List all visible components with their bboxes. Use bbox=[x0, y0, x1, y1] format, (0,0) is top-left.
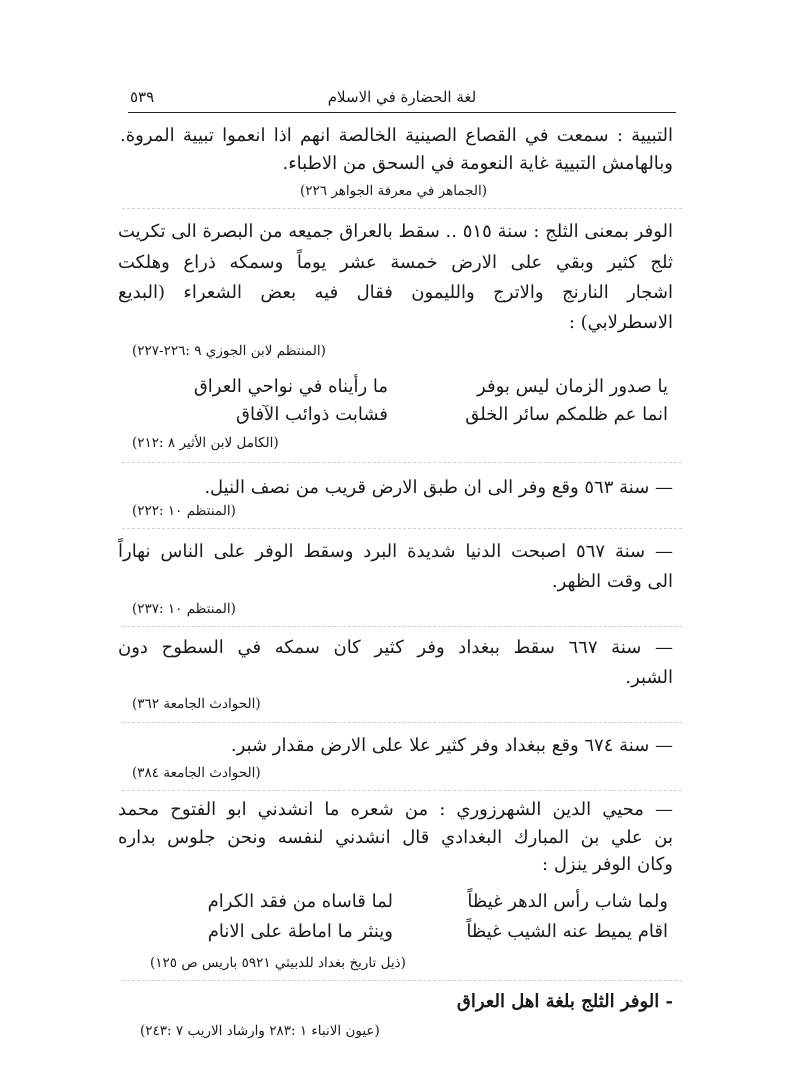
source-citation: (الحوادث الجامعة ٣٦٢) bbox=[132, 696, 261, 712]
text-line: الشبر. bbox=[625, 667, 673, 688]
source-citation: (المنتظم ١٠ :٢٢٢) bbox=[132, 503, 236, 519]
verse-hemistich-second: وينثر ما اماطة على الانام bbox=[207, 921, 393, 942]
verse-hemistich-second: ما رأيناه في نواحي العراق bbox=[193, 376, 388, 397]
verse-hemistich-first: يا صدور الزمان ليس بوفر bbox=[477, 376, 668, 397]
text-line: — محيي الدين الشهرزوري : من شعره ما انشدني ابو الفتوح محمد bbox=[118, 799, 673, 820]
verse-hemistich-first: انما عم ظلمكم سائر الخلق bbox=[465, 404, 668, 425]
header-rule bbox=[128, 112, 676, 113]
source-citation: (ذيل تاريخ بغداد للدبيثي ٥٩٢١ باريس ص ١٢٥) bbox=[150, 955, 406, 971]
page-number: ٥٣٩ bbox=[130, 88, 155, 106]
text-line: — سنة ٥٦٣ وقع وفر الى ان طبق الارض قريب من نصف النيل. bbox=[204, 477, 673, 498]
text-line: بن علي بن المبارك البغدادي قال انشدني لنفسه ونحن جلوس بداره bbox=[118, 827, 673, 848]
text-line: — سنة ٦٧٤ وقع ببغداد وفر كثير علا على الارض مقدار شبر. bbox=[230, 735, 673, 756]
separator bbox=[122, 528, 682, 529]
source-citation: (المنتظم ١٠ :٢٣٧) bbox=[132, 601, 236, 617]
verse-hemistich-first: اقام يميط عنه الشيب غيظاً bbox=[466, 921, 668, 942]
text-line: وكان الوفر ينزل : bbox=[542, 854, 673, 875]
text-line: — سنة ٥٦٧ اصبحت الدنيا شديدة البرد وسقط الوفر على الناس نهاراً bbox=[118, 541, 673, 562]
separator bbox=[122, 722, 682, 723]
text-line: الوفر بمعنى الثلج : سنة ٥١٥ .. سقط بالعراق جميعه من البصرة الى تكريت bbox=[118, 221, 673, 242]
verse-hemistich-second: لما قاساه من فقد الكرام bbox=[207, 891, 393, 912]
text-line: — سنة ٦٦٧ سقط ببغداد وفر كثير كان سمكه في السطوح دون bbox=[118, 637, 673, 658]
text-line: اشجار النارنج والاترج والليمون فقال فيه بعض الشعراء (البديع bbox=[118, 282, 673, 303]
separator bbox=[122, 462, 682, 463]
source-citation: (الكامل لابن الأثير ٨ :٢١٢) bbox=[132, 435, 279, 451]
text-line: الى وقت الظهر. bbox=[551, 571, 673, 592]
text-line: الاسطرلابي) : bbox=[568, 312, 673, 333]
source-citation: (الحوادث الجامعة ٣٨٤) bbox=[132, 765, 261, 781]
verse-hemistich-first: ولما شاب رأس الدهر غيظاً bbox=[467, 891, 668, 912]
separator bbox=[122, 208, 682, 209]
verse-hemistich-second: فشابت ذوائب الآفاق bbox=[236, 404, 388, 425]
separator bbox=[122, 980, 682, 981]
text-line: - الوفر الثلج بلغة اهل العراق bbox=[456, 991, 673, 1012]
running-title: لغة الحضارة في الاسلام bbox=[327, 88, 477, 106]
text-line: التبيية : سمعت في القصاع الصينية الخالصة انهم اذا انعموا تبيية المروة. bbox=[120, 125, 673, 146]
separator bbox=[122, 790, 682, 791]
separator bbox=[122, 626, 682, 627]
source-citation: (المنتظم لابن الجوزي ٩ :٢٢٦-٢٢٧) bbox=[132, 343, 326, 359]
text-line: ثلج كثير وبقي على الارض خمسة عشر يوماً وسمكه ذراع وهلكت bbox=[118, 252, 673, 273]
text-line: وبالهامش التبيية غاية النعومة في السحق من الاطباء. bbox=[282, 153, 673, 174]
source-citation: (عيون الانباء ١ :٢٨٣ وارشاد الاريب ٧ :٢٤٣) bbox=[140, 1023, 380, 1039]
running-header bbox=[130, 86, 674, 112]
source-citation: (الجماهر في معرفة الجواهر ٢٢٦) bbox=[300, 183, 488, 199]
